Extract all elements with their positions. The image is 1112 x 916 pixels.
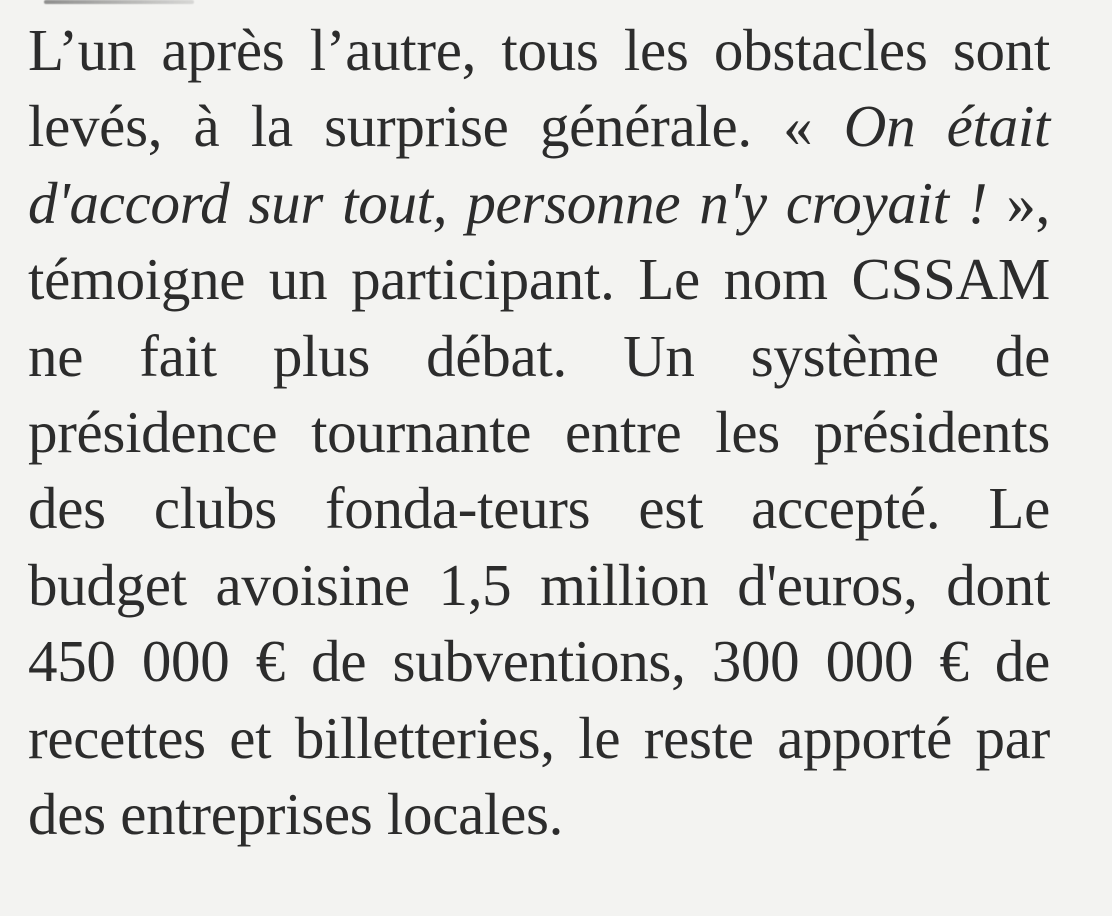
previous-line-fragment (0, 0, 1112, 7)
article-body (28, 12, 1050, 852)
clipped-text-fragment (44, 0, 194, 4)
article-paragraph (28, 12, 1050, 852)
paragraph-text-end: , témoigne un participant. Le nom CSSAM ne fait plus débat. Un système de présidence tournante entre les présidents des clubs fonda-teurs est accepté. Le budget avoisine 1,5 million d'euros, dont 450 000 € de subventions, 300 000 € de recettes et billetteries, le reste apporté par des entreprises locales. (28, 169, 1050, 848)
paragraph-text-start: L’un après l’autre, tous les obstacles sont levés, à la surprise générale. (28, 17, 1050, 160)
closing-guillemet: » (1006, 169, 1036, 236)
opening-guillemet: « (783, 93, 813, 160)
participant-quote: On était d'accord sur tout, personne n'y croyait ! (28, 93, 1051, 236)
